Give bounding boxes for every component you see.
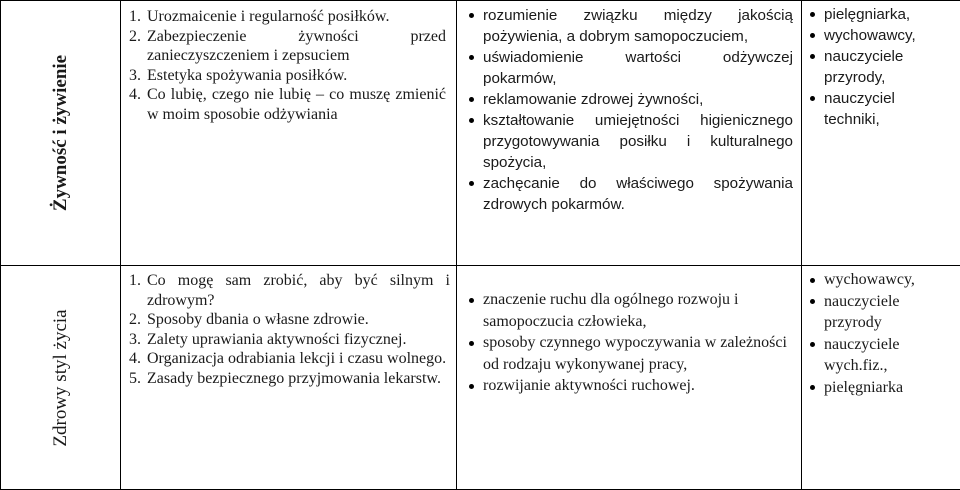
table-row <box>1 1 960 266</box>
list-item: wychowawcy, <box>802 25 954 46</box>
responsible-list <box>802 269 954 398</box>
responsible-cell <box>802 266 960 490</box>
list-item: 4. Co lubię, czego nie lubię – co muszę zmienić w moim sposobie odżywiania <box>125 85 446 124</box>
topic-cell <box>1 1 121 266</box>
goal-list <box>461 5 793 215</box>
list-item: pielęgniarka, <box>802 4 954 25</box>
goal-list <box>461 289 793 397</box>
bullet-icon <box>810 278 815 283</box>
bullet-icon <box>810 96 815 101</box>
bullet-icon <box>810 54 815 59</box>
list-item: uświadomienie wartości odżywczej pokarmów, <box>461 47 793 89</box>
list-item: 3. Zalety uprawiania aktywności fizycznej. <box>125 330 450 350</box>
list-item: 4. Organizacja odrabiania lekcji i czasu wolnego. <box>125 349 450 369</box>
bullet-icon <box>810 33 815 38</box>
subtopic-list <box>125 271 450 388</box>
subtopics-cell <box>121 1 457 266</box>
list-item: rozumienie związku między jakością pożywienia, a dobrym samopoczuciem, <box>461 5 793 47</box>
bullet-icon <box>469 341 474 346</box>
list-item: sposoby czynnego wypoczywania w zależności od rodzaju wykonywanej pracy, <box>461 332 793 375</box>
topic-label: Zdrowy styl życia <box>50 309 72 446</box>
goals-cell <box>457 266 802 490</box>
list-item: 5. Zasady bezpiecznego przyjmowania lekarstw. <box>125 369 450 389</box>
list-item: nauczyciele przyrody <box>802 291 954 334</box>
bullet-icon <box>469 384 474 389</box>
bullet-icon <box>810 12 815 17</box>
bullet-icon <box>469 181 474 186</box>
list-item: nauczyciele przyrody, <box>802 46 954 88</box>
bullet-icon <box>810 299 815 304</box>
list-item: 3. Estetyka spożywania posiłków. <box>125 66 446 86</box>
bullet-icon <box>810 342 815 347</box>
list-item: nauczyciele wych.fiz., <box>802 334 954 377</box>
list-item: nauczyciel techniki, <box>802 88 954 130</box>
responsible-list <box>802 4 954 130</box>
list-item: wychowawcy, <box>802 269 954 291</box>
responsible-cell <box>802 1 960 266</box>
goals-cell <box>457 1 802 266</box>
list-item: kształtowanie umiejętności higienicznego przygotowywania posiłku i kulturalnego spożycia, <box>461 110 793 173</box>
bullet-icon <box>469 298 474 303</box>
list-item: pielęgniarka <box>802 377 954 399</box>
bullet-icon <box>469 118 474 123</box>
list-item: rozwijanie aktywności ruchowej. <box>461 375 793 397</box>
bullet-icon <box>810 385 815 390</box>
subtopics-cell <box>121 266 457 490</box>
table-row <box>1 266 960 490</box>
list-item: zachęcanie do właściwego spożywania zdrowych pokarmów. <box>461 173 793 215</box>
list-item: reklamowanie zdrowej żywności, <box>461 89 793 110</box>
subtopic-list <box>125 7 446 124</box>
list-item: 1. Co mogę sam zrobić, aby być silnym i zdrowym? <box>125 271 450 310</box>
list-item: 2. Sposoby dbania o własne zdrowie. <box>125 310 450 330</box>
list-item: 2. Zabezpieczenie żywności przed zanieczyszczeniem i zepsuciem <box>125 27 446 66</box>
bullet-icon <box>469 55 474 60</box>
topic-label: Żywność i żywienie <box>50 55 72 211</box>
list-item: znaczenie ruchu dla ogólnego rozwoju i samopoczucia człowieka, <box>461 289 793 332</box>
bullet-icon <box>469 13 474 18</box>
list-item: 1. Urozmaicenie i regularność posiłków. <box>125 7 446 27</box>
topic-cell <box>1 266 121 490</box>
bullet-icon <box>469 97 474 102</box>
